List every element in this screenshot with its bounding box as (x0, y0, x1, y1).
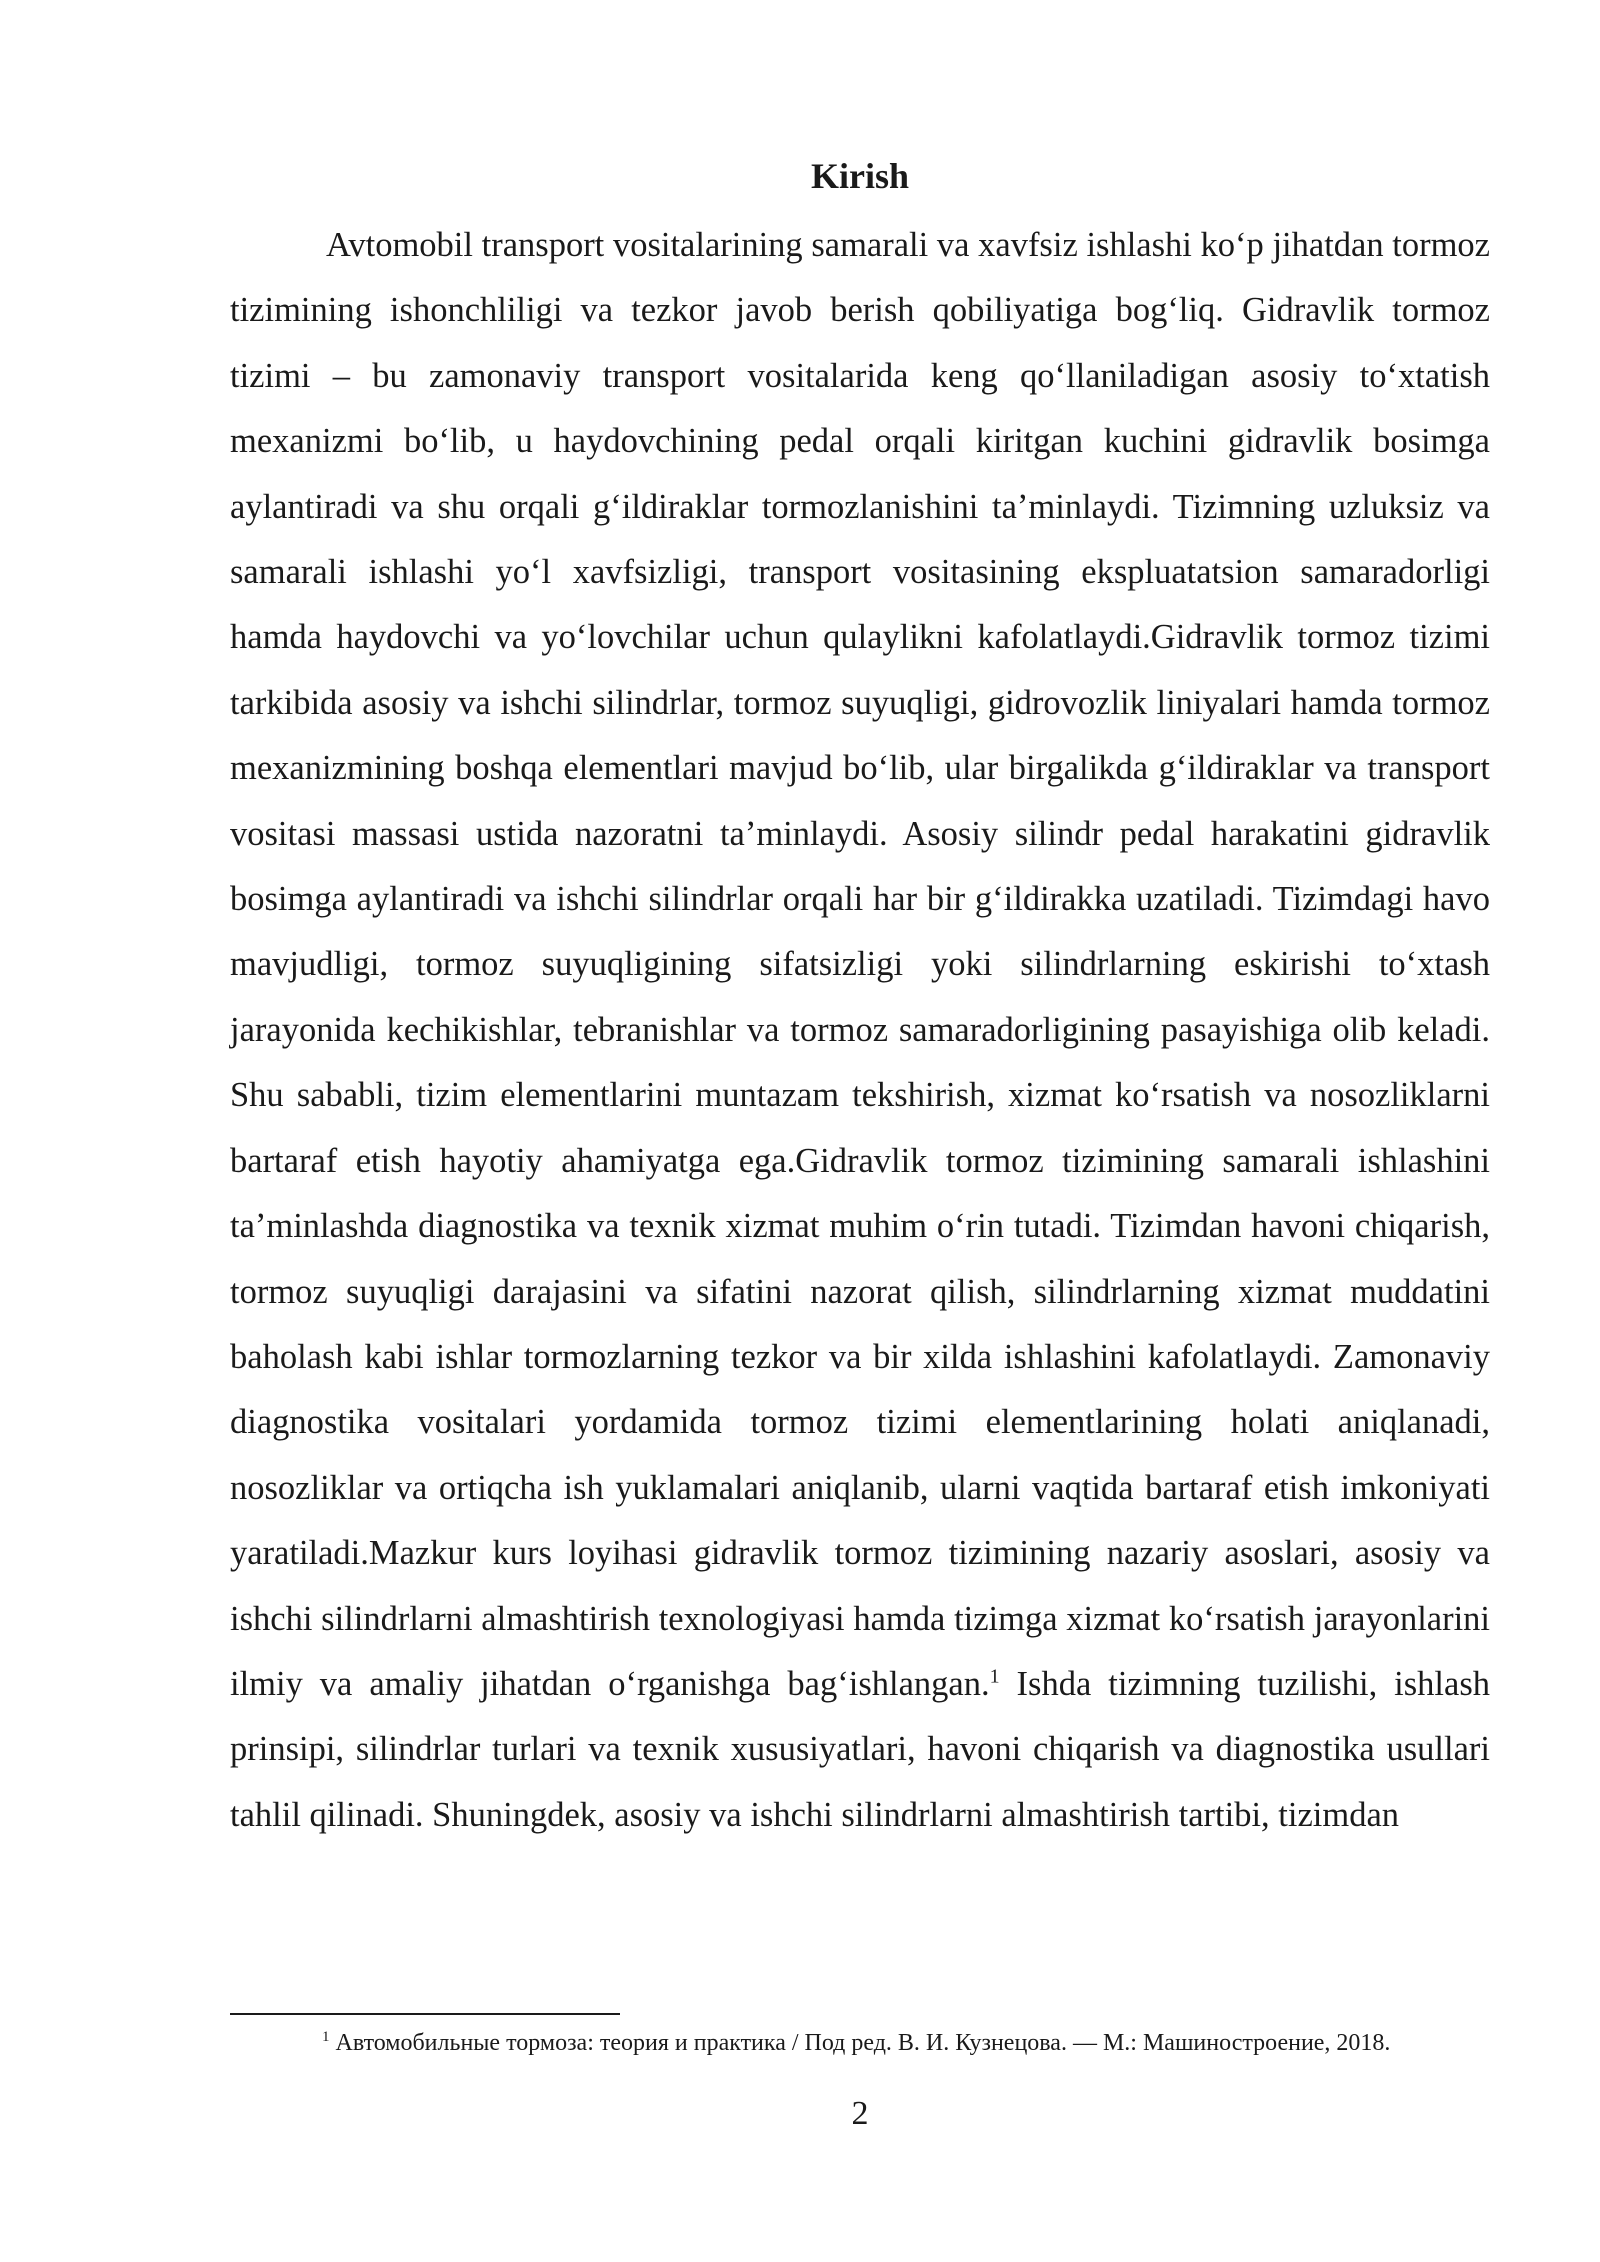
page-number: 2 (851, 2095, 869, 2132)
footnote (230, 2024, 1490, 2062)
body-text-part-1: Avtomobil transport vositalarining samarali va xavfsiz ishlashi koʻp jihatdan tormoz tizimining ishonchliligi va tezkor javob berish qobiliyatiga bogʻliq. Gidravlik tormoz tizimi – bu zamonaviy transport vositalarida keng qoʻllaniladigan asosiy toʻxtatish mexanizmi boʻlib, u haydovchining pedal orqali kiritgan kuchini gidravlik bosimga aylantiradi va shu orqali gʻildiraklar tormozlanishini taʼminlaydi. Tizimning uzluksiz va samarali ishlashi yoʻl xavfsizligi, transport vositasining ekspluatatsion samaradorligi hamda haydovchi va yoʻlovchilar uchun qulaylikni kafolatlaydi.Gidravlik tormoz tizimi tarkibida asosiy va ishchi silindrlar, tormoz suyuqligi, gidrovozlik liniyalari hamda tormoz mexanizmining boshqa elementlari mavjud boʻlib, ular birgalikda gʻildiraklar va transport vositasi massasi ustida nazoratni taʼminlaydi. Asosiy silindr pedal harakatini gidravlik bosimga aylantiradi va ishchi silindrlar orqali har bir gʻildirakka uzatiladi. Tizimdagi havo mavjudligi, tormoz suyuqligining sifatsizligi yoki silindrlarning eskirishi toʻxtash jarayonida kechikishlar, tebranishlar va tormoz samaradorligining pasayishiga olib keladi. Shu sababli, tizim elementlarini muntazam tekshirish, xizmat koʻrsatish va nosozliklarni bartaraf etish hayotiy ahamiyatga ega.Gidravlik tormoz tizimining samarali ishlashini taʼminlashda diagnostika va texnik xizmat muhim oʻrin tutadi. Tizimdan havoni chiqarish, tormoz suyuqligi darajasini va sifatini nazorat qilish, silindrlarning xizmat muddatini baholash kabi ishlar tormozlarning tezkor va bir xilda ishlashini kafolatlaydi. Zamonaviy diagnostika vositalari yordamida tormoz tizimi elementlarining holati aniqlanadi, nosozliklar va ortiqcha ish yuklamalari aniqlanib, ularni vaqtida bartaraf etish imkoniyati yaratiladi.Mazkur kurs loyihasi gidravlik tormoz tizimining nazariy asoslari, asosiy va ishchi silindrlarni almashtirish texnologiyasi hamda tizimga xizmat koʻrsatish jarayonlarini ilmiy va amaliy jihatdan oʻrganishga bagʻishlangan. (230, 226, 1490, 1703)
section-heading: Kirish (810, 156, 909, 196)
footnote-separator (230, 2013, 620, 2015)
body-text-part-2: Ishda tizimning tuzilishi, ishlash prinsipi, silindrlar turlari va texnik xususiyatlari, havoni chiqarish va diagnostika usullari tahlil qilinadi. Shuningdek, asosiy va ishchi silindrlarni almashtirish tartibi, tizimdan (230, 1664, 1491, 1834)
footnote-reference[interactable]: 1 (989, 1665, 1000, 1688)
footnote-mark: 1 (322, 2029, 330, 2045)
body-paragraph (230, 213, 1490, 1848)
footnote-text: Автомобильные тормоза: теория и практика / Под ред. В. И. Кузнецова. — М.: Машиностроение, 2018. (329, 2030, 1391, 2056)
